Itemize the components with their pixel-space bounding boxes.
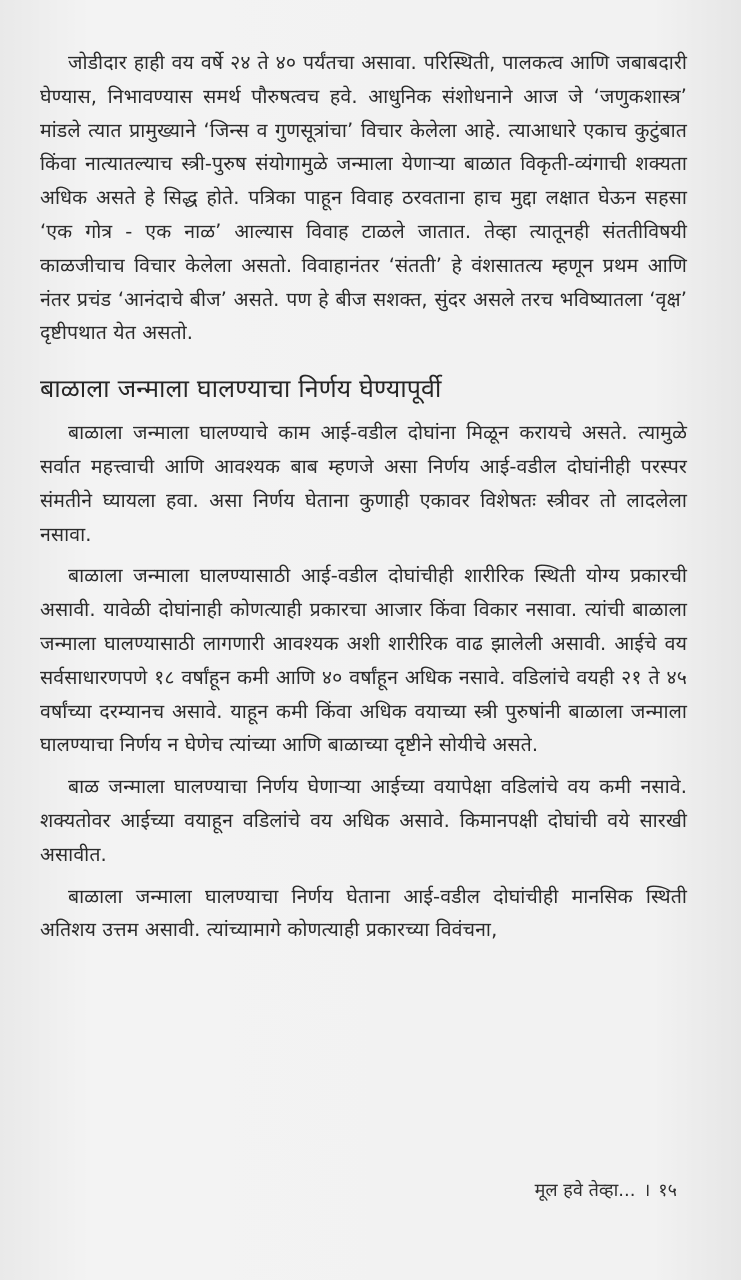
footer-separator: । xyxy=(643,1180,651,1201)
body-paragraph-1: बाळाला जन्माला घालण्याचे काम आई-वडील दोघांना मिळून करायचे असते. त्यामुळे सर्वात महत्त्वाची आणि आवश्यक बाब म्हणजे असा निर्णय आई-वडील दोघांनीही परस्पर संमतीने घ्यायला हवा. असा निर्णय घेताना कुणाही एकावर विशेषतः स्त्रीवर तो लादलेला नसावा. xyxy=(40,421,687,546)
intro-paragraph: जोडीदार हाही वय वर्षे २४ ते ४० पर्यंतचा असावा. परिस्थिती, पालकत्व आणि जबाबदारी घेण्यास, निभावण्यास समर्थ पौरुषत्वच हवे. आधुनिक संशोधनाने आज जे ‘जणुकशास्त्र’ मांडले त्यात प्रामुख्याने ‘जिन्स व गुणसूत्रांचा’ विचार केलेला आहे. त्याआधारे एकाच कुटुंबात किंवा नात्यातल्याच स्त्री-पुरुष संयोगामुळे जन्माला येणाऱ्या बाळात विकृती-व्यंगाची शक्यता अधिक असते हे सिद्ध होते. पत्रिका पाहून विवाह ठरवताना हाच मुद्दा लक्षात घेऊन सहसा ‘एक गोत्र - एक नाळ’ आल्यास विवाह टाळले जातात. तेव्हा त्यातूनही संततीविषयी काळजीचाच विचार केलेला असतो. विवाहानंतर ‘संतती’ हे वंशसातत्य म्हणून प्रथम आणि नंतर प्रचंड ‘आनंदाचे बीज’ असते. पण हे बीज सशक्त, सुंदर असले तरच भविष्यातला ‘वृक्ष’ दृष्टीपथात येत असतो. xyxy=(40,51,687,345)
running-title: मूल हवे तेव्हा... xyxy=(534,1180,636,1201)
section-heading: बाळाला जन्माला घालण्याचा निर्णय घेण्यापूर्वी xyxy=(40,374,442,404)
page-number: १५ xyxy=(658,1180,677,1201)
body-paragraph-4: बाळाला जन्माला घालण्याचा निर्णय घेताना आई-वडील दोघांचीही मानसिक स्थिती अतिशय उत्तम असावी. त्यांच्यामागे कोणत्याही प्रकारच्या विवंचना, xyxy=(40,884,687,942)
body-paragraph-3: बाळ जन्माला घालण्याचा निर्णय घेणाऱ्या आईच्या वयापेक्षा वडिलांचे वय कमी नसावे. शक्यतोवर आईच्या वयाहून वडिलांचे वय अधिक असावे. किमानपक्षी दोघांची वये सारखी असावीत. xyxy=(40,775,687,866)
page-footer xyxy=(535,1178,677,1204)
body-paragraph-2: बाळाला जन्माला घालण्यासाठी आई-वडील दोघांचीही शारीरिक स्थिती योग्य प्रकारची असावी. यावेळी दोघांनाही कोणत्याही प्रकारचा आजार किंवा विकार नसावा. त्यांची बाळाला जन्माला घालण्यासाठी लागणारी आवश्यक अशी शारीरिक वाढ झालेली असावी. आईचे वय सर्वसाधारणपणे १८ वर्षांहून कमी आणि ४० वर्षांहून अधिक नसावे. वडिलांचे वयही २१ ते ४५ वर्षांच्या दरम्यानच असावे. याहून कमी किंवा अधिक वयाच्या स्त्री पुरुषांनी बाळाला जन्माला घालण्याचा निर्णय न घेणेच त्यांच्या आणि बाळाच्या दृष्टीने सोयीचे असते. xyxy=(40,564,687,757)
